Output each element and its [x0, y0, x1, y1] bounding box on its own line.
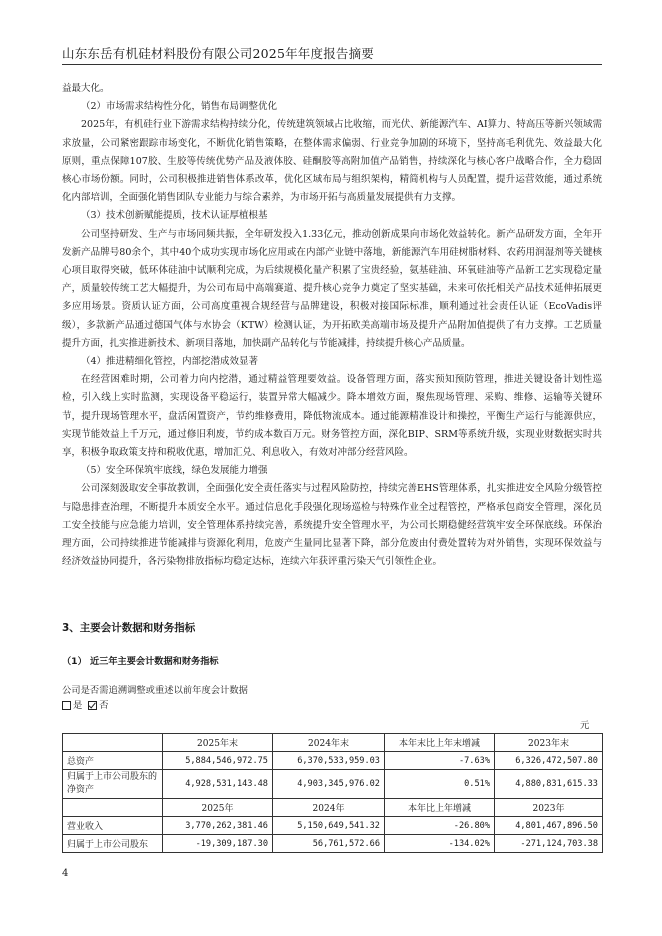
row-label: 归属于上市公司股东: [63, 835, 163, 853]
paragraph: 在经营困难时期，公司着力向内挖潜，通过精益管理要效益。设备管理方面，落实预知预防管理，推进关键设备计划性巡检，引入线上实时监测，实现设备平稳运行，装置异常大幅减少。降本增效方面，聚焦现场管理、采购、维修、运输等关键环节，提升现场管理水平，盘活闲置资产，节约维修费用，降低物流成本。通过能源精准设计和操控，平衡生产运行与能源供应，实现节能效益上千万元，通过修旧利废，节约成本数百万元。财务管控方面，深化BIP、SRM等系统升级，实现业财数据实时共享，积极争取政策支持和税收优惠，增加汇兑、利息收入，有效对冲部分经营风险。: [62, 374, 602, 459]
body-text: [62, 80, 602, 571]
restatement-question: 公司是否需追溯调整或重述以前年度会计数据: [62, 685, 248, 696]
table-cell: -26.80%: [385, 817, 495, 835]
table-header-cell: 2024年: [273, 799, 385, 817]
table-cell: 6,326,472,507.80: [495, 752, 603, 770]
paragraph: 2025年，有机硅行业下游需求结构持续分化，传统建筑领域占比收缩，而光伏、新能源汽车、AI算力、特高压等新兴领域需求放量，公司紧密跟踪市场变化，不断优化销售策略，在整体需求偏弱、行业竞争加剧的环境下，坚持高毛利优先、效益最大化原则，重点保障107胶、生胶等传统优势产品及液体胶、硅酮胶等高附加值产品销售，持续深化与核心客户战略合作，全力稳固核心市场份额。同时，公司积极推进销售体系改革，优化区域布局与组织架构，精简机构与人员配置，提升运营效能，通过系统化内部培训，全面强化销售团队专业能力与综合素养，为市场开拓与高质量发展提供有力支撑。: [62, 119, 602, 204]
subheading-management: （4）推进精细化管控，内部挖潜成效显著: [81, 356, 259, 368]
table-cell: 5,150,649,541.32: [273, 817, 385, 835]
table-header-cell: [63, 734, 163, 752]
checkbox-checked-icon: [88, 701, 97, 710]
table-cell: -7.63%: [385, 752, 495, 770]
table-header-cell: 2023年末: [495, 734, 603, 752]
section-heading: 3、主要会计数据和财务指标: [62, 622, 196, 634]
table-header-cell: 本年比上年增减: [385, 799, 495, 817]
option-yes-label: 是: [73, 700, 83, 711]
currency-unit: 元: [580, 720, 590, 731]
table-cell: 56,761,572.66: [273, 835, 385, 853]
row-label: 归属于上市公司股东的净资产: [63, 770, 163, 799]
table-cell: 3,770,262,381.46: [163, 817, 273, 835]
checkbox-unchecked-icon: [62, 701, 71, 710]
restatement-options: [62, 697, 109, 711]
table-cell: 4,880,831,615.33: [495, 770, 603, 799]
table-header-cell: 2025年: [163, 799, 273, 817]
table-header-cell: 本年末比上年末增减: [385, 734, 495, 752]
paragraph: 公司坚持研发、生产与市场同频共振，全年研发投入1.33亿元，推动创新成果向市场化效益转化。新产品研发方面，全年开发新产品牌号80余个，其中40个成功实现市场化应用或在内部产业链中落地，新能源汽车用硅树脂材料、农药用润湿剂等关键核心项目取得突破，低环体硅油中试顺利完成，为后续规模化量产积累了宝贵经验，氨基硅油、环氧硅油等产品新工艺实现稳定量产，质量较传统工艺大幅提升，为公司布局中高端赛道、提升核心竞争力奠定了坚实基础，未来可依托相关产品技术延伸拓展更多应用场景。资质认证方面，公司高度重视合规经营与品牌建设，积极对接国际标准，顺利通过社会责任认证（EcoVadis评级），多款新产品通过德国气体与水协会（KTW）检测认证，为开拓欧美高端市场及提升产品附加值提供了有力支撑。工艺质量提升方面，扎实推进新技术、新项目落地，加快副产品转化与节能减排，持续提升核心产品质量。: [62, 228, 602, 349]
table-row: [63, 752, 603, 770]
table-cell: 4,928,531,143.48: [163, 770, 273, 799]
table-cell: 4,903,345,976.02: [273, 770, 385, 799]
table-header-row: [63, 734, 603, 752]
table-cell: 0.51%: [385, 770, 495, 799]
table-header-row: [63, 799, 603, 817]
table-cell: 5,884,546,972.75: [163, 752, 273, 770]
table-header-cell: 2025年末: [163, 734, 273, 752]
page-header-title: 山东东岳有机硅材料股份有限公司2025年年度报告摘要: [62, 46, 375, 61]
table-cell: -271,124,703.38: [495, 835, 603, 853]
table-cell: -134.02%: [385, 835, 495, 853]
table-header-cell: [63, 799, 163, 817]
table-cell: 4,801,467,896.50: [495, 817, 603, 835]
row-label: 总资产: [63, 752, 163, 770]
table-cell: -19,309,187.30: [163, 835, 273, 853]
table-header-cell: 2023年: [495, 799, 603, 817]
paragraph: 公司深刻汲取安全事故教训，全面强化安全责任落实与过程风险防控，持续完善EHS管理体系，扎实推进安全风险分级管控与隐患排查治理，不断提升本质安全水平。通过信息化手段强化现场巡检与特殊作业全过程管控，严格承包商安全管理，深化员工安全技能与应急能力培训，安全管理体系持续完善，系统提升安全管理水平，为公司长期稳健经营筑牢安全环保底线。环保治理方面，公司持续推进节能减排与资源化利用，危废产生量同比显著下降，部分危废由付费处置转为对外销售，实现环保效益与经济效益协同提升，各污染物排放指标均稳定达标，连续六年获评重污染天气引领性企业。: [62, 483, 602, 568]
table-row: [63, 770, 603, 799]
table-row: [63, 817, 603, 835]
table-row: [63, 835, 603, 853]
subheading-safety: （5）安全环保筑牢底线，绿色发展能力增强: [81, 465, 268, 477]
option-no-label: 否: [99, 700, 109, 711]
row-label: 营业收入: [63, 817, 163, 835]
subsection-heading: （1） 近三年主要会计数据和财务指标: [62, 656, 219, 667]
page-number: 4: [62, 868, 69, 879]
table-header-cell: 2024年末: [273, 734, 385, 752]
subheading-tech: （3）技术创新赋能提质，技术认证厚植根基: [81, 210, 268, 222]
subheading-market: （2）市场需求结构性分化，销售布局调整优化: [81, 101, 278, 113]
table-cell: 6,370,533,959.03: [273, 752, 385, 770]
paragraph: 益最大化。: [62, 83, 110, 94]
financial-indicators-table: [62, 733, 603, 853]
header-divider: [62, 64, 602, 65]
